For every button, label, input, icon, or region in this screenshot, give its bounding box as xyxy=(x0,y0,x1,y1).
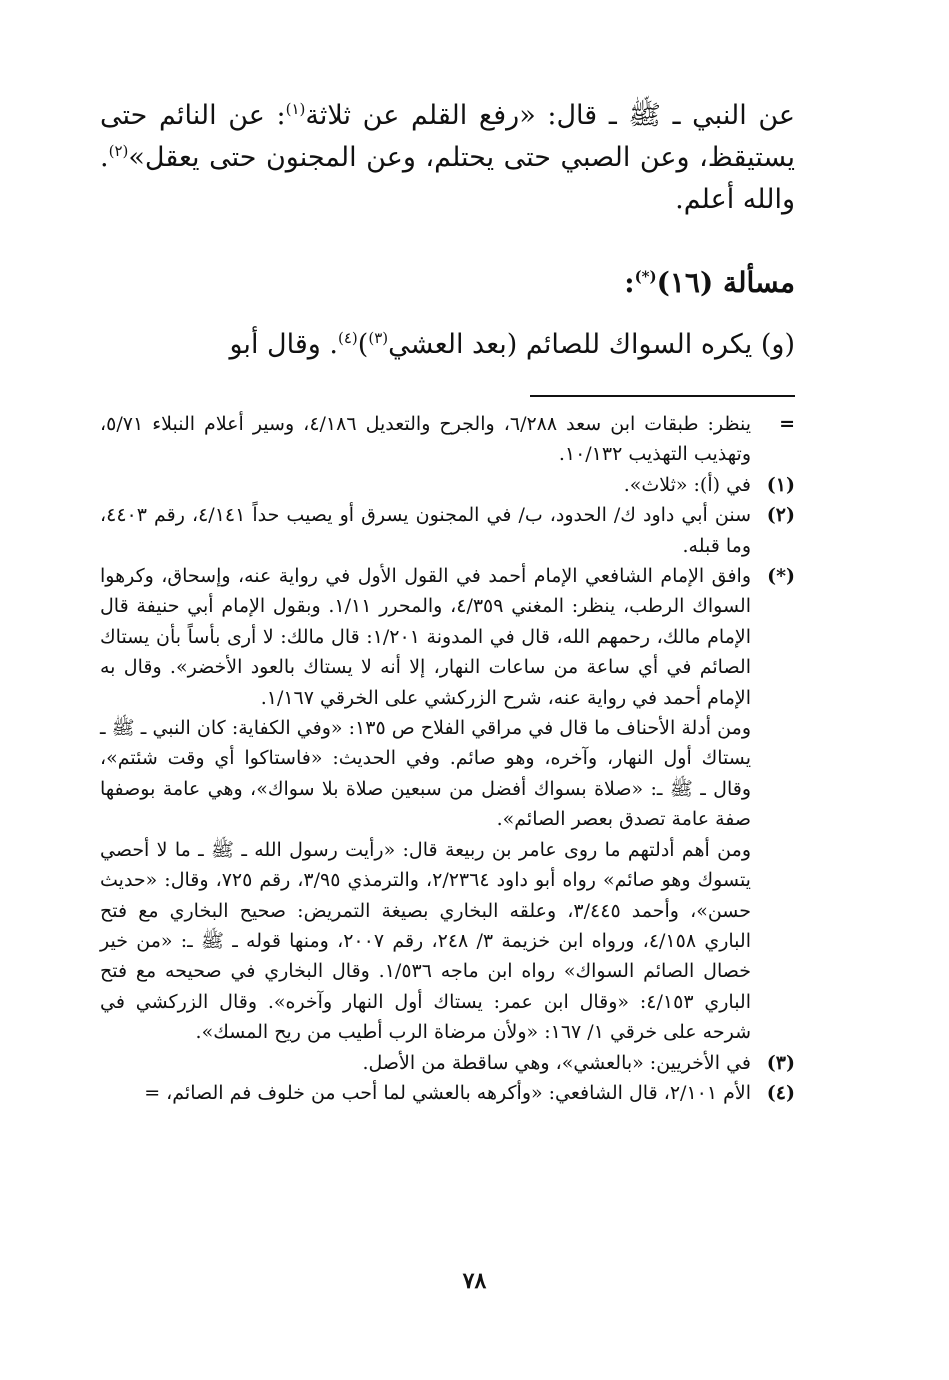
text-run: : عن النائم حتى يستيقظ، وعن الصبي حتى يحتلم، وعن المجنون حتى يعقل» xyxy=(100,100,795,173)
footnote-text xyxy=(100,470,751,500)
page xyxy=(100,95,795,1108)
text-run: (و) يكره السواك للصائم (بعد العشي xyxy=(388,329,795,360)
footnote-paragraph: وافق الإمام الشافعي الإمام أحمد في القول الأول في رواية عنه، وإسحاق، وكرهوا السواك الرطب، ينظر: المغني ٤/٣٥٩، والمحرر ١/١١. وبقول الإمام أبي حنيفة قال الإمام مالك، رحمهم الله، قال في المدونة ١/٢٠١: قال مالك: لا أرى بأساً بأن يستاك الصائم في أي ساعة من ساعات النهار، إلا أنه لا يستاك بالعود الأخضر». وقال به الإمام أحمد في رواية عنه، شرح الزركشي على الخرقي ١/١٦٧. xyxy=(100,565,751,709)
footnotes xyxy=(100,409,795,1108)
footnote-mark: (٤) xyxy=(766,1081,795,1104)
footnote-text xyxy=(100,409,751,470)
page-number: ٧٨ xyxy=(462,1268,487,1294)
footnote-ref-3: (٣) xyxy=(368,329,389,347)
footnote-paragraph: ومن أهم أدلتهم ما روى عامر بن ربيعة قال: «رأيت رسول الله ـ ﷺ ـ ما لا أحصي يتسوك وهو صائم» رواه أبو داود ٢/٢٣٦٤، والترمذي ٣/٩٥، رقم ٧٢٥، وقال: «حديث حسن»، وأحمد ٣/٤٤٥، وعلقه البخاري بصيغة التمريض: صحيح البخاري مع فتح الباري ٤/١٥٨، ورواه ابن خزيمة ٣/ ٢٤٨، رقم ٢٠٠٧، ومنها قوله ـ ﷺ ـ: «من خير خصال الصائم السواك» رواه ابن ماجه ١/٥٣٦. وقال البخاري في صحيحه مع فتح الباري ٤/١٥٣: «وقال ابن عمر: يستاك أول النهار وآخره». وقال الزركشي في شرحه على خرقي ١/ ١٦٧: «ولأن مرضاة الرب أطيب من ريح المسك». xyxy=(100,838,752,1044)
footnote-ref-4: (٤) xyxy=(338,329,358,347)
footnote-continuation xyxy=(100,409,795,470)
footnote-mark: (٣) xyxy=(766,1051,795,1074)
footnote-4 xyxy=(100,1078,795,1108)
footnote-1 xyxy=(100,470,795,500)
footnote-text xyxy=(100,1048,751,1078)
text-run: عن النبي ـ ﷺ ـ قال: «رفع القلم عن ثلاثة xyxy=(305,100,796,131)
footnote-mark: = xyxy=(779,413,795,435)
footnote-text xyxy=(100,500,751,561)
footnote-paragraph: ومن أدلة الأحناف ما قال في مراقي الفلاح ص ١٣٥: «وفي الكفاية: كان النبي ـ ﷺ ـ يستاك أول النهار، وآخره، وهو صائم. وفي الحديث: «فاستاكوا أي وقت شئتم»، وقال ـ ﷺ ـ: «صلاة بسواك أفضل من سبعين صلاة بلا سواك»، وهي عامة بوصفها صفة عامة تصدق بعصر الصائم». xyxy=(100,717,751,831)
text-run: . والله أعلم. xyxy=(100,142,795,215)
footnote-mark: (٢) xyxy=(766,504,795,527)
footnote-ref-star: (*) xyxy=(634,267,657,286)
footnote-separator xyxy=(530,395,795,397)
main-text xyxy=(100,95,795,367)
footnote-star xyxy=(100,561,795,1048)
footnote-paragraph: في الأخريين: «بالعشي»، وهي ساقطة من الأصل. xyxy=(362,1051,751,1074)
footnote-mark: (١) xyxy=(766,473,795,496)
paragraph-hadith xyxy=(100,95,795,221)
footnote-mark: (*) xyxy=(767,565,795,588)
footnote-ref-2: (٢) xyxy=(108,142,129,160)
footnote-3 xyxy=(100,1048,795,1078)
paragraph-issue xyxy=(100,323,795,367)
text-run: . وقال أبو xyxy=(229,329,338,360)
issue-heading xyxy=(100,263,795,303)
text-run: ) xyxy=(357,329,369,360)
footnote-paragraph: سنن أبي داود ك/ الحدود، ب/ في المجنون يسرق أو يصيب حداً ٤/١٤١، رقم ٤٤٠٣، وما قبله. xyxy=(100,504,751,557)
footnote-text xyxy=(100,561,751,1048)
footnote-paragraph: ينظر: طبقات ابن سعد ٦/٢٨٨، والجرح والتعديل ٤/١٨٦، وسير أعلام النبلاء ٥/٧١، وتهذيب التهذيب ١٠/١٣٢. xyxy=(100,413,751,466)
heading-text: مسألة (١٦) xyxy=(656,266,795,299)
footnote-text xyxy=(100,1078,751,1108)
footnote-paragraph: في (أ): «ثلاث». xyxy=(623,473,751,496)
footnote-ref-1: (١) xyxy=(285,100,306,118)
heading-colon: : xyxy=(624,266,635,299)
footnote-paragraph: الأم ٢/١٠١، قال الشافعي: «وأكرهه بالعشي لما أحب من خلوف فم الصائم، = xyxy=(144,1081,751,1104)
footnote-2 xyxy=(100,500,795,561)
